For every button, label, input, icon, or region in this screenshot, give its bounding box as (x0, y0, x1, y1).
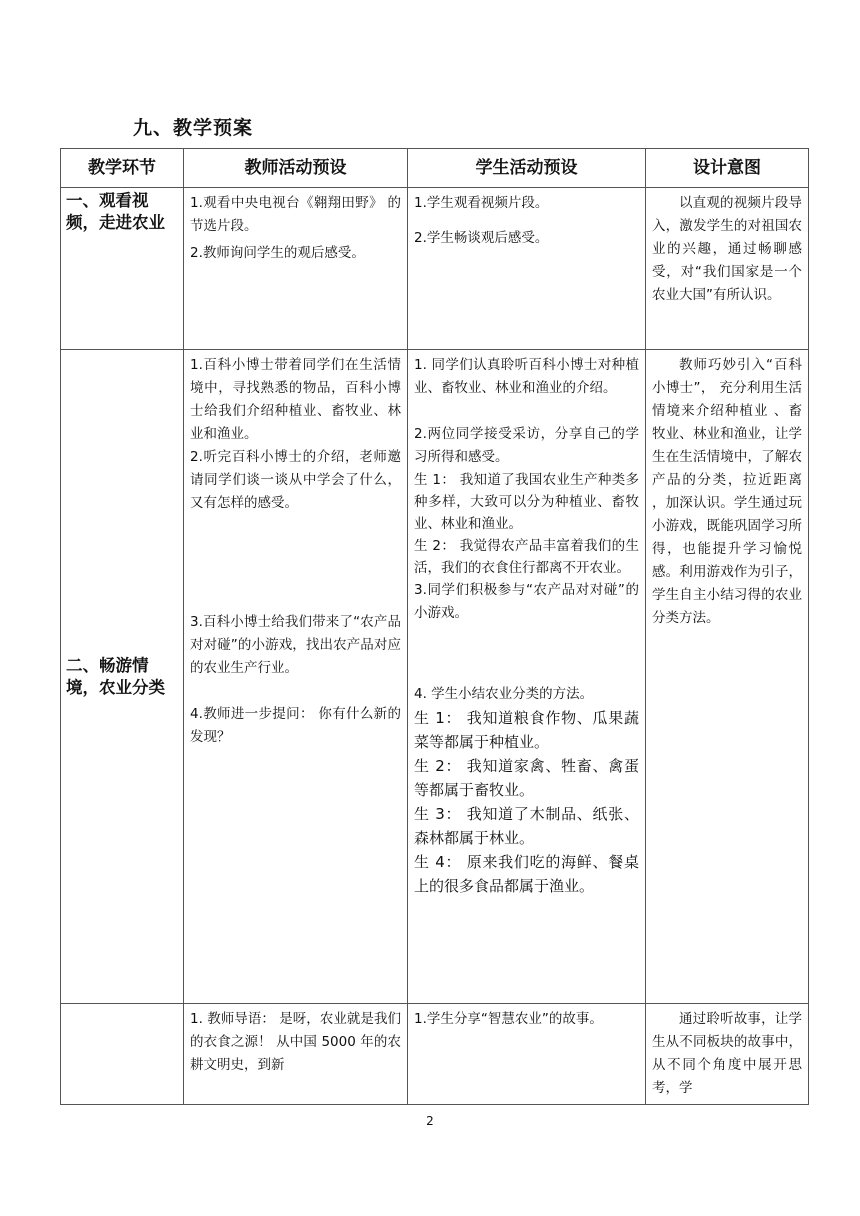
stage-cell: 一、观看视频，走进农业 (61, 188, 184, 350)
section-heading: 九、教学预案 (133, 117, 254, 139)
header-student: 学生活动预设 (408, 149, 646, 188)
header-intent: 设计意图 (646, 149, 809, 188)
page-number: 2 (426, 1114, 434, 1128)
student-answer: 生 4： 原来我们吃的海鲜、餐桌上的很多食品都属于渔业。 (414, 853, 639, 895)
table-header-row (61, 149, 809, 188)
intent-cell (646, 1004, 809, 1105)
lesson-plan-table (60, 148, 809, 1105)
teacher-step: 2.听完百科小博士的介绍，老师邀请同学们谈一谈从中学会了什么，又有怎样的感受。 (190, 449, 401, 511)
table-row (61, 188, 809, 350)
table-row (61, 350, 809, 1004)
teacher-step: 2.教师询问学生的观后感受。 (190, 245, 365, 261)
student-answer: 生 2： 我知道家禽、牲畜、禽蛋等都属于畜牧业。 (414, 757, 639, 799)
intent-cell (646, 350, 809, 1004)
student-answer: 生 3： 我知道了木制品、纸张、森林都属于林业。 (414, 805, 639, 847)
stage-cell: 二、畅游情境，农业分类 (61, 350, 184, 1004)
student-answer: 生 2： 我觉得农产品丰富着我们的生活，我们的衣食住行都离不开农业。 (414, 538, 639, 576)
student-cell (408, 1004, 646, 1105)
student-step: 4. 学生小结农业分类的方法。 (414, 686, 594, 702)
intent-cell (646, 188, 809, 350)
student-step: 3.同学们积极参与“农产品对对碰”的小游戏。 (414, 582, 639, 621)
intent-text: 以直观的视频片段导入，激发学生的对祖国农业的兴趣，通过畅聊感受，对“我们国家是一个农业大国”有所认识。 (652, 195, 802, 303)
stage-cell (61, 1004, 184, 1105)
header-stage: 教学环节 (61, 149, 184, 188)
student-step: 2.学生畅谈观后感受。 (414, 230, 549, 246)
intent-text: 教师巧妙引入“百科小博士”， 充分利用生活情境来介绍种植业 、畜牧业、林业和渔业，让学生在生活情境中，了解农产品的分类，拉近距离 ，加深认识。学生通过玩小游戏，既能巩固学习所得，也能提升学习愉悦感。利用游戏作为引子，学生自主小结习得的农业分类方法。 (652, 357, 802, 626)
table-row (61, 1004, 809, 1105)
teacher-step: 4.教师进一步提问： 你有什么新的发现？ (190, 706, 401, 745)
intent-text: 通过聆听故事，让学生从不同板块的故事中，从不同个角度中展开思考，学 (652, 1011, 802, 1096)
teacher-step: 1.观看中央电视台《翱翔田野》 的节选片段。 (190, 195, 401, 234)
student-cell (408, 350, 646, 1004)
student-cell (408, 188, 646, 350)
teacher-cell (184, 1004, 408, 1105)
student-step: 1. 同学们认真聆听百科小博士对种植业、畜牧业、林业和渔业的介绍。 (414, 357, 639, 396)
student-step: 1.学生分享“智慧农业”的故事。 (414, 1011, 603, 1027)
header-teacher: 教师活动预设 (184, 149, 408, 188)
student-step: 1.学生观看视频片段。 (414, 195, 549, 211)
student-answer: 生 1： 我知道了我国农业生产种类多种多样，大致可以分为种植业、畜牧业、林业和渔业。 (414, 472, 639, 532)
teacher-step: 3.百科小博士给我们带来了“农产品对对碰”的小游戏，找出农产品对应的农业生产行业。 (190, 614, 401, 676)
teacher-step: 1.百科小博士带着同学们在生活情境中，寻找熟悉的物品，百科小博士给我们介绍种植业、畜牧业、林业和渔业。 (190, 357, 401, 442)
student-answer: 生 1： 我知道粮食作物、瓜果蔬菜等都属于种植业。 (414, 709, 639, 751)
student-step: 2.两位同学接受采访，分享自己的学习所得和感受。 (414, 426, 639, 465)
teacher-step: 1. 教师导语： 是呀，农业就是我们的衣食之源！ 从中国 5000 年的农耕文明史，到新 (190, 1011, 401, 1073)
teacher-cell (184, 188, 408, 350)
teacher-cell (184, 350, 408, 1004)
